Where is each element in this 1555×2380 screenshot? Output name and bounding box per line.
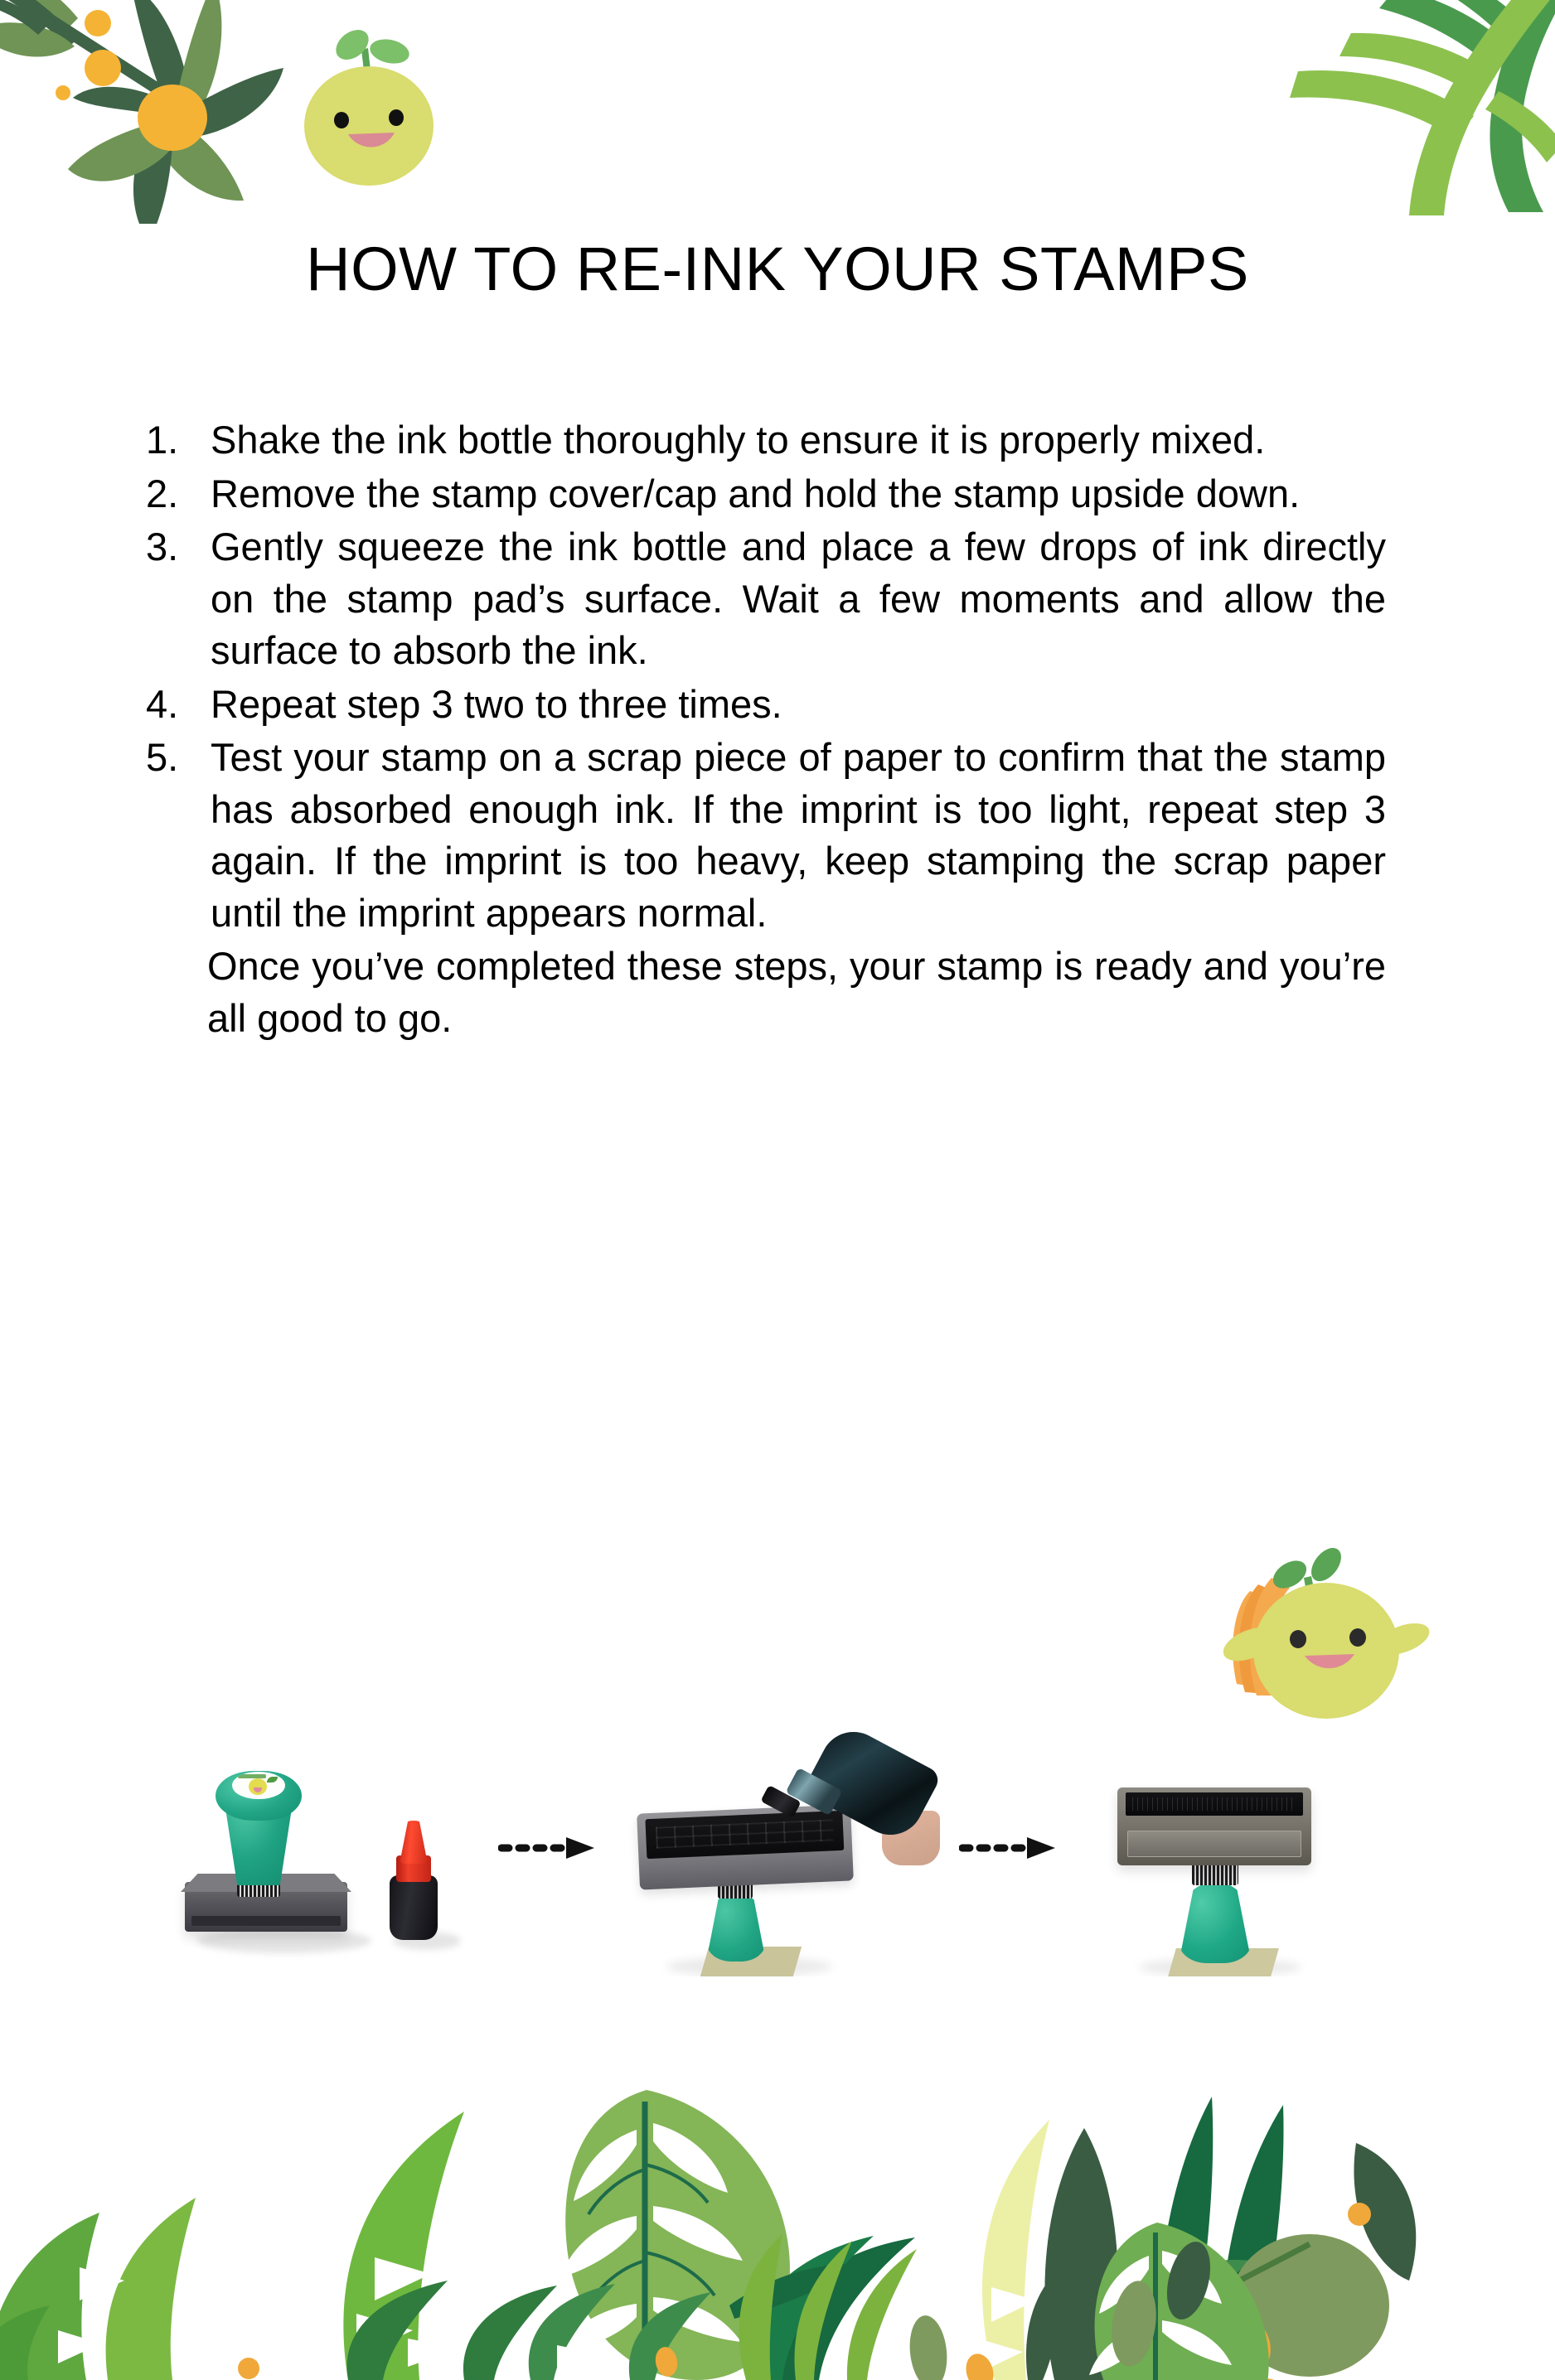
- list-item-text: Shake the ink bottle thoroughly to ensure it is properly mixed.: [211, 418, 1266, 462]
- stamp-pad-surface: [1126, 1792, 1303, 1816]
- list-item-text: Repeat step 3 two to three times.: [211, 681, 782, 726]
- page-title: HOW TO RE-INK YOUR STAMPS: [306, 235, 1249, 303]
- stamp-grip: [1179, 1882, 1252, 1963]
- list-item: [143, 468, 1386, 520]
- list-item-number: 3.: [146, 525, 179, 568]
- list-item: [143, 679, 1386, 731]
- list-item: [143, 414, 1386, 467]
- list-item-text: Remove the stamp cover/cap and hold the stamp upside down.: [211, 471, 1301, 515]
- list-item-number: 5.: [146, 735, 179, 779]
- list-item-text: Gently squeeze the ink bottle and place a few drops of ink directly on the stamp pad’s surface. Wait a few moments and allow the surface to absorb the ink.: [211, 525, 1386, 672]
- stamp-pad-surface: [645, 1811, 844, 1859]
- stamp-pad-housing: [1117, 1787, 1311, 1865]
- photo-reinked-stamp: [1069, 1720, 1407, 1976]
- list-item: [143, 732, 1386, 939]
- stamp-pad-housing: [637, 1804, 854, 1889]
- photo-stamp-and-ink-bottle: [148, 1720, 486, 1976]
- instruction-list: [143, 414, 1386, 1044]
- list-item: [143, 521, 1386, 677]
- ink-bottle-body: [390, 1875, 438, 1940]
- stamp-shadow: [197, 1928, 371, 1953]
- stamp-label-sticker: [232, 1772, 285, 1799]
- list-item-number: 4.: [146, 681, 179, 726]
- mascot-sprout-fruit-top: [274, 8, 464, 199]
- photo-strip: [148, 1720, 1407, 1976]
- list-item-number: 2.: [146, 471, 179, 515]
- flow-arrow-2: [947, 1831, 1069, 1865]
- list-item-number: 1.: [146, 418, 179, 462]
- photo-dripping-ink-onto-pad: [608, 1720, 947, 1976]
- stamp-pad-front-face: [1127, 1831, 1301, 1857]
- ink-bottle-cap: [400, 1821, 428, 1864]
- flow-arrow-1: [486, 1831, 608, 1865]
- list-item-text: Test your stamp on a scrap piece of paper to confirm that the stamp has absorbed enough ink. If the imprint is too light, repeat step 3 again. If the imprint is too heavy, keep stamping the scrap paper until the imprint appears normal.: [211, 735, 1386, 935]
- tropical-fronds-decoration: [1174, 0, 1555, 215]
- stamp-collar: [1192, 1862, 1238, 1885]
- closing-paragraph: Once you’ve completed these steps, your stamp is ready and you’re all good to go.: [207, 944, 1386, 1040]
- tropical-foliage-border: [0, 1949, 1555, 2380]
- stamp-grip: [706, 1894, 766, 1962]
